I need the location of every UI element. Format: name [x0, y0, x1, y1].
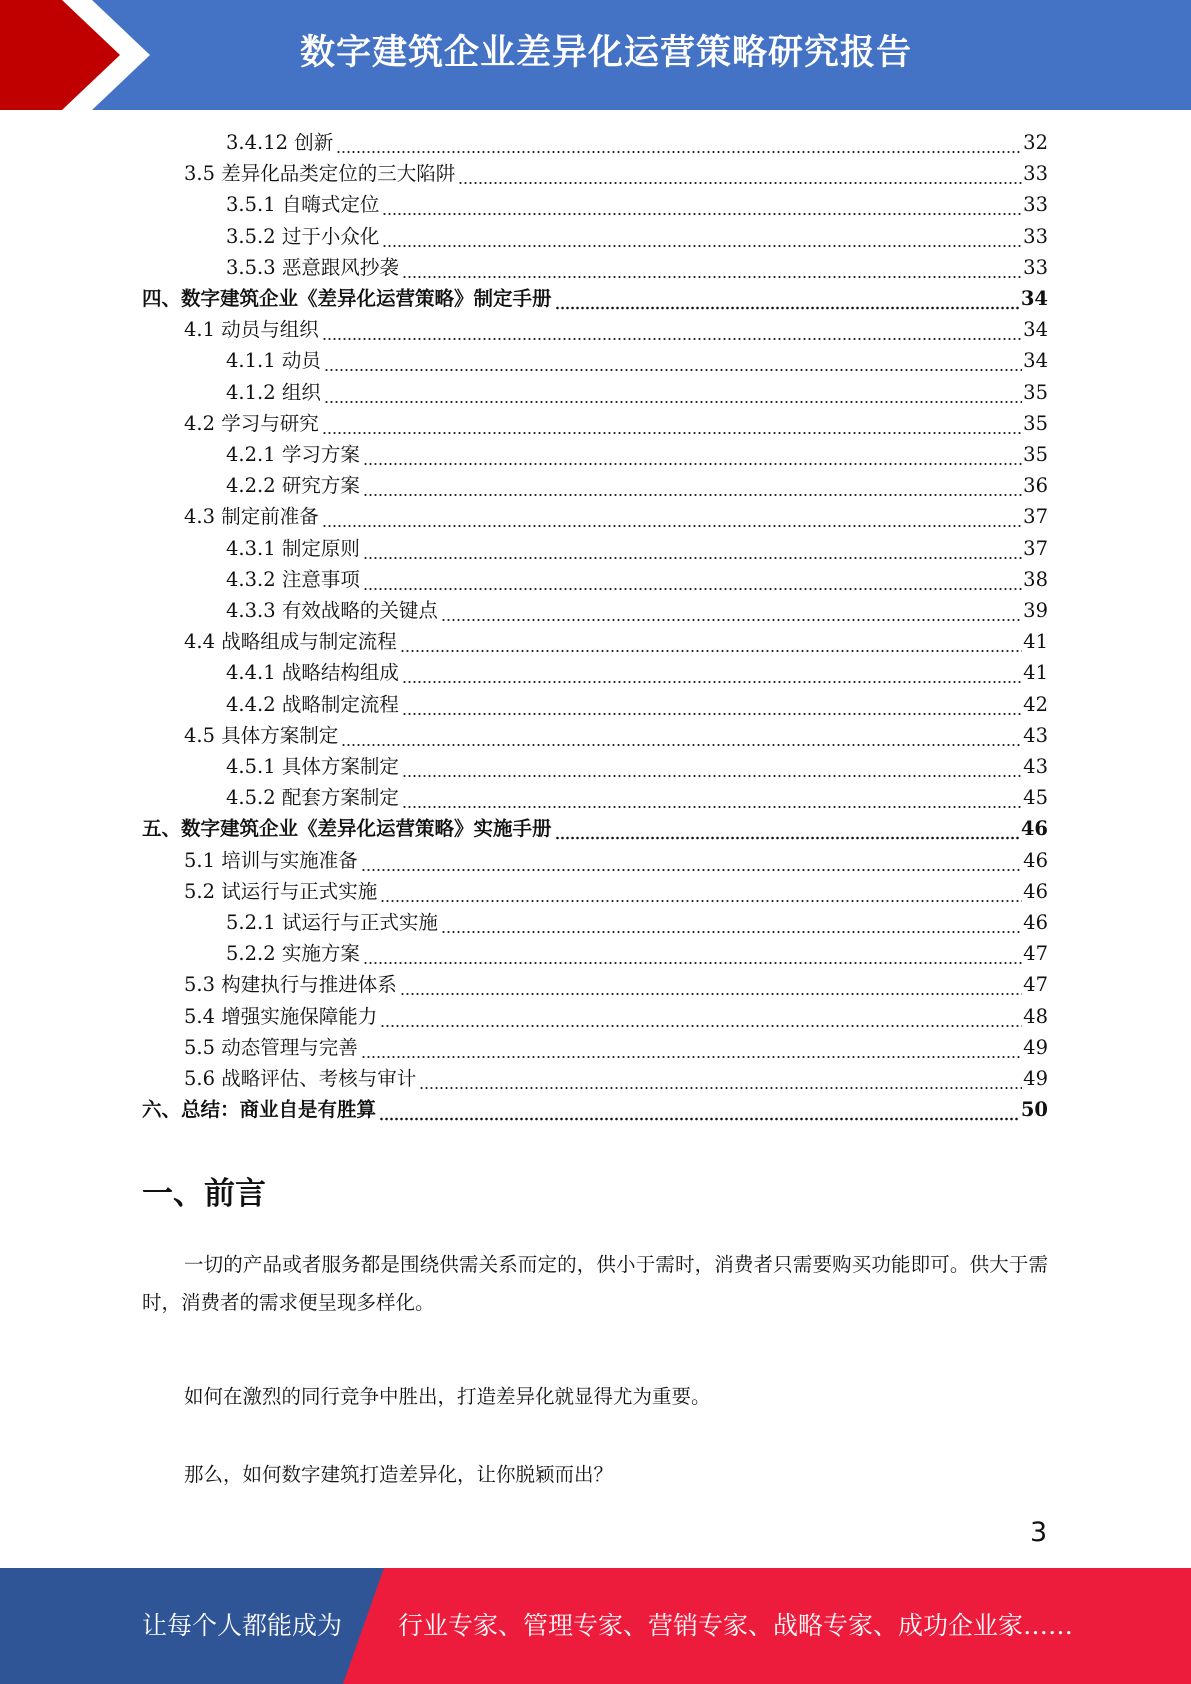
toc-dot-leader: [361, 845, 1022, 876]
toc-entry-label: 5.4 增强实施保障能力: [184, 1004, 378, 1028]
toc-entry-label: 4.3.2 注意事项: [226, 567, 360, 591]
toc-entry[interactable]: [184, 408, 1048, 439]
toc-entry[interactable]: [184, 158, 1048, 189]
page-number: 3: [1030, 1517, 1048, 1548]
toc-entry-label: 4.4.2 战略制定流程: [226, 692, 399, 716]
toc-dot-leader: [363, 470, 1022, 501]
toc-entry[interactable]: [226, 907, 1048, 938]
toc-dot-leader: [402, 689, 1022, 720]
toc-dot-leader: [361, 1032, 1022, 1063]
toc-entry-page: 48: [1023, 1004, 1048, 1028]
toc-entry-page: 37: [1023, 505, 1048, 529]
toc-entry-label: 4.2.1 学习方案: [226, 443, 360, 466]
toc-entry-page: 33: [1023, 193, 1048, 217]
toc-dot-leader: [363, 938, 1022, 969]
toc-entry[interactable]: [226, 439, 1048, 470]
toc-entry-label: 4.1.1 动员: [226, 349, 321, 373]
toc-entry-page: 38: [1023, 567, 1048, 591]
toc-dot-leader: [402, 657, 1022, 688]
toc-entry-label: 六、总结：商业自是有胜算: [142, 1098, 377, 1122]
toc-dot-leader: [380, 1001, 1022, 1032]
toc-dot-leader: [380, 876, 1022, 907]
toc-entry-label: 5.5 动态管理与完善: [184, 1035, 358, 1059]
toc-dot-leader: [555, 813, 1020, 844]
toc-entry-page: 35: [1023, 380, 1048, 404]
toc-entry-label: 3.5 差异化品类定位的三大陷阱: [184, 162, 456, 186]
toc-entry-page: 49: [1023, 1067, 1048, 1090]
toc-entry-label: 4.3.1 制定原则: [226, 536, 360, 560]
toc-dot-leader: [441, 907, 1022, 938]
toc-entry[interactable]: [226, 377, 1048, 408]
toc-entry-page: 36: [1023, 474, 1048, 498]
toc-entry[interactable]: [226, 221, 1048, 252]
toc-entry[interactable]: [226, 657, 1048, 688]
toc-entry-label: 5.1 培训与实施准备: [184, 848, 358, 872]
toc-dot-leader: [363, 564, 1022, 595]
toc-entry-page: 43: [1023, 755, 1048, 778]
toc-dot-leader: [336, 127, 1022, 158]
toc-entry[interactable]: [184, 845, 1048, 876]
report-title: 数字建筑企业差异化运营策略研究报告: [300, 33, 913, 73]
toc-entry-label: 5.2.2 实施方案: [226, 942, 360, 966]
toc-dot-leader: [400, 969, 1022, 1000]
toc-entry[interactable]: [184, 626, 1048, 657]
toc-entry-page: 35: [1023, 411, 1048, 435]
toc-entry-page: 45: [1023, 786, 1048, 810]
toc-entry-page: 33: [1023, 255, 1048, 279]
toc-entry-page: 46: [1023, 879, 1048, 903]
toc-entry-page: 49: [1023, 1035, 1048, 1059]
toc-entry-label: 4.5 具体方案制定: [184, 723, 339, 747]
toc-entry-page: 33: [1023, 162, 1048, 186]
page-header: [0, 0, 1191, 110]
toc-entry-page: 33: [1023, 224, 1048, 248]
toc-entry[interactable]: [226, 470, 1048, 501]
toc-entry-page: 35: [1023, 443, 1048, 466]
toc-entry[interactable]: [184, 720, 1048, 751]
toc-entry[interactable]: [226, 689, 1048, 720]
toc-entry-label: 4.5.2 配套方案制定: [226, 786, 399, 810]
toc-entry-label: 4.2 学习与研究: [184, 411, 319, 435]
toc-entry-page: 46: [1020, 817, 1048, 841]
toc-entry[interactable]: [142, 813, 1048, 844]
paragraph-1: 一切的产品或者服务都是围绕供需关系而定的，供小于需时，消费者只需要购买功能即可。供大于需时，消费者的需求便呈现多样化。: [142, 1253, 1048, 1314]
toc-entry-page: 47: [1023, 942, 1048, 966]
toc-entry[interactable]: [184, 876, 1048, 907]
toc-entry-label: 4.4.1 战略结构组成: [226, 661, 399, 685]
section-heading: 一、前言: [142, 1176, 266, 1212]
toc-entry-page: 41: [1023, 630, 1048, 654]
toc-entry-page: 34: [1023, 349, 1048, 373]
toc-entry-page: 46: [1023, 911, 1048, 934]
toc-entry[interactable]: [226, 252, 1048, 283]
toc-entry-label: 3.5.1 自嗨式定位: [226, 193, 380, 217]
toc-dot-leader: [324, 345, 1022, 376]
toc-entry-page: 34: [1020, 287, 1048, 310]
toc-dot-leader: [324, 377, 1022, 408]
toc-entry-label: 四、数字建筑企业《差异化运营策略》制定手册: [142, 287, 552, 310]
toc-entry-label: 4.1.2 组织: [226, 380, 321, 404]
toc-entry[interactable]: [184, 314, 1048, 345]
page-footer: [0, 1568, 1191, 1684]
toc-dot-leader: [379, 1094, 1020, 1125]
toc-dot-leader: [419, 1063, 1022, 1094]
toc-entry[interactable]: [226, 345, 1048, 376]
toc-entry-label: 五、数字建筑企业《差异化运营策略》实施手册: [142, 817, 552, 841]
toc-entry-page: 50: [1020, 1098, 1048, 1122]
toc-dot-leader: [382, 221, 1022, 252]
toc-entry-page: 41: [1023, 661, 1048, 685]
toc-entry-label: 3.4.12 创新: [226, 131, 334, 154]
toc-dot-leader: [441, 595, 1022, 626]
toc-entry[interactable]: [226, 938, 1048, 969]
toc-entry-page: 47: [1023, 973, 1048, 997]
toc-entry-label: 4.5.1 具体方案制定: [226, 755, 399, 778]
toc-dot-leader: [322, 501, 1022, 532]
toc-entry-page: 42: [1023, 692, 1048, 716]
toc-entry[interactable]: [226, 533, 1048, 564]
toc-dot-leader: [382, 189, 1022, 220]
toc-entry-label: 4.4 战略组成与制定流程: [184, 630, 397, 654]
toc-entry[interactable]: [226, 127, 1048, 158]
toc-entry-page: 34: [1023, 318, 1048, 342]
toc-dot-leader: [400, 626, 1022, 657]
toc-dot-leader: [402, 252, 1022, 283]
toc-entry[interactable]: [226, 751, 1048, 782]
toc-entry-label: 4.2.2 研究方案: [226, 474, 360, 498]
toc-entry[interactable]: [226, 782, 1048, 813]
toc-entry[interactable]: [184, 1063, 1048, 1094]
toc-entry[interactable]: [184, 501, 1048, 532]
paragraph-2: 如何在激烈的同行竞争中胜出，打造差异化就显得尤为重要。: [184, 1385, 711, 1408]
toc-entry-page: 43: [1023, 723, 1048, 747]
toc-entry[interactable]: [184, 1032, 1048, 1063]
toc-dot-leader: [402, 782, 1022, 813]
toc-dot-leader: [322, 314, 1022, 345]
toc-dot-leader: [458, 158, 1022, 189]
toc-entry-label: 5.2.1 试运行与正式实施: [226, 911, 438, 934]
footer-slogan-left: 让每个人都能成为: [142, 1611, 343, 1640]
toc-entry-label: 5.6 战略评估、考核与审计: [184, 1067, 417, 1090]
footer-slogan-right: 行业专家、管理专家、营销专家、战略专家、成功企业家……: [398, 1611, 1074, 1640]
toc-entry-label: 4.3.3 有效战略的关键点: [226, 599, 438, 622]
toc-entry[interactable]: [184, 969, 1048, 1000]
toc-dot-leader: [363, 439, 1022, 470]
toc-dot-leader: [555, 283, 1020, 314]
toc-entry-page: 32: [1023, 131, 1048, 154]
toc-entry-page: 37: [1023, 536, 1048, 560]
toc-entry-page: 39: [1023, 599, 1048, 622]
toc-entry-label: 3.5.2 过于小众化: [226, 224, 380, 248]
toc-entry-label: 5.2 试运行与正式实施: [184, 879, 378, 903]
toc-entry[interactable]: [142, 283, 1048, 314]
toc-entry-label: 5.3 构建执行与推进体系: [184, 973, 397, 997]
toc-entry-label: 4.1 动员与组织: [184, 318, 319, 342]
toc-entry-page: 46: [1023, 848, 1048, 872]
toc-entry[interactable]: [226, 189, 1048, 220]
paragraph-3: 那么，如何数字建筑打造差异化，让你脱颖而出？: [184, 1463, 614, 1486]
toc-entry[interactable]: [226, 595, 1048, 626]
toc-entry[interactable]: [226, 564, 1048, 595]
toc-entry-label: 4.3 制定前准备: [184, 505, 319, 529]
toc-entry-label: 3.5.3 恶意跟风抄袭: [226, 255, 399, 279]
toc-dot-leader: [322, 408, 1022, 439]
header-chevron-icon: [0, 0, 160, 110]
toc-dot-leader: [363, 533, 1022, 564]
toc-dot-leader: [341, 720, 1022, 751]
toc-dot-leader: [402, 751, 1022, 782]
toc-entry[interactable]: [142, 1094, 1048, 1125]
toc-entry[interactable]: [184, 1001, 1048, 1032]
